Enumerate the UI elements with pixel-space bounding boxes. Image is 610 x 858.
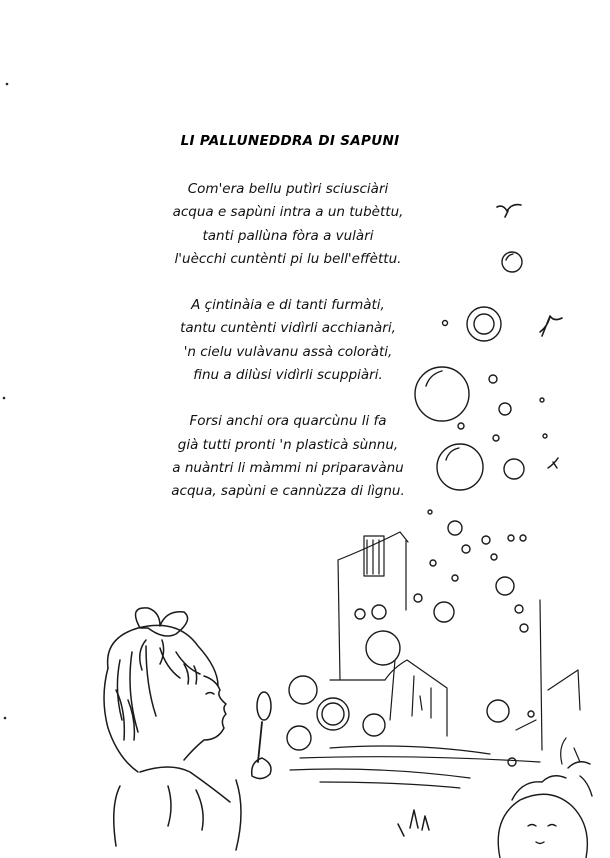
- bird-icon: [548, 458, 558, 468]
- poem-line: 'n cielu vulàvanu assà coloràti,: [183, 343, 393, 360]
- child-face-sketch: [498, 762, 592, 858]
- poem-line: A çintinàia e di tanti furmàti,: [191, 297, 385, 314]
- bubble-icon: [443, 321, 448, 326]
- poem-line: tanti pallùna fòra a vulàri: [202, 227, 374, 244]
- bubble-icon: [489, 375, 497, 383]
- margin-marks: [3, 83, 8, 719]
- houses-sketch: [290, 532, 580, 788]
- bubble-icon: [452, 575, 458, 581]
- bubble-icon: [289, 676, 317, 704]
- poem-line: già tutti pronti 'n plasticà sùnnu,: [177, 436, 399, 453]
- bubble-icon: [504, 459, 524, 479]
- bubble-icon: [515, 605, 528, 632]
- bubble-icon: [502, 252, 522, 272]
- poem-line: finu a dilùsi vidìrli scuppiàri.: [193, 367, 383, 384]
- bubble-icon: [508, 535, 526, 541]
- poem-line: Forsi anchi ora quarcùnu li fa: [189, 413, 387, 430]
- bubble-icon: [493, 435, 499, 441]
- poem-line: a nuàntri li màmmi ni priparavànu: [172, 459, 404, 476]
- bubble-icon: [372, 605, 386, 619]
- poem-line: Com'era bellu putìri sciusciàri: [187, 181, 389, 197]
- bubble-icon: [434, 602, 454, 622]
- poem-line: tantu cuntènti vidìrli acchianàri,: [180, 320, 396, 337]
- bubble-icon: [540, 398, 544, 402]
- bubble-icon: [491, 554, 497, 560]
- poem-line: acqua, sapùni e cannùzza di lìgnu.: [171, 483, 405, 500]
- bubble-icon: [528, 711, 534, 717]
- bubbles-group: [287, 252, 547, 766]
- bubble-icon: [355, 609, 365, 619]
- bubble-icon: [508, 758, 516, 766]
- bubble-icon: [482, 536, 490, 544]
- girl-figure: [104, 608, 429, 850]
- bubble-icon: [428, 510, 432, 514]
- bubble-icon: [499, 403, 511, 415]
- poem-line: l'uècchi cuntènti pi lu bell'effèttu.: [174, 250, 402, 267]
- bubble-icon: [363, 714, 385, 736]
- bubble-icon: [448, 521, 462, 535]
- bubble-icon: [467, 307, 501, 341]
- bubble-icon: [414, 594, 422, 602]
- bubble-icon: [487, 700, 509, 722]
- poem-line: acqua e sapùni intra a un tubèttu,: [172, 204, 404, 221]
- bubble-icon: [430, 560, 436, 566]
- bird-icon: [540, 316, 562, 336]
- bubble-icon: [415, 367, 469, 421]
- bubble-icon: [317, 698, 349, 730]
- bubble-icon: [496, 577, 514, 595]
- bubble-icon: [458, 423, 464, 429]
- bird-icon: [497, 205, 521, 217]
- bubble-icon: [462, 545, 470, 553]
- poem-title: LI PALLUNEDDRA DI SAPUNI: [180, 133, 400, 149]
- bubble-icon: [287, 726, 311, 750]
- bubble-icon: [543, 434, 547, 438]
- bubble-icon: [437, 444, 483, 490]
